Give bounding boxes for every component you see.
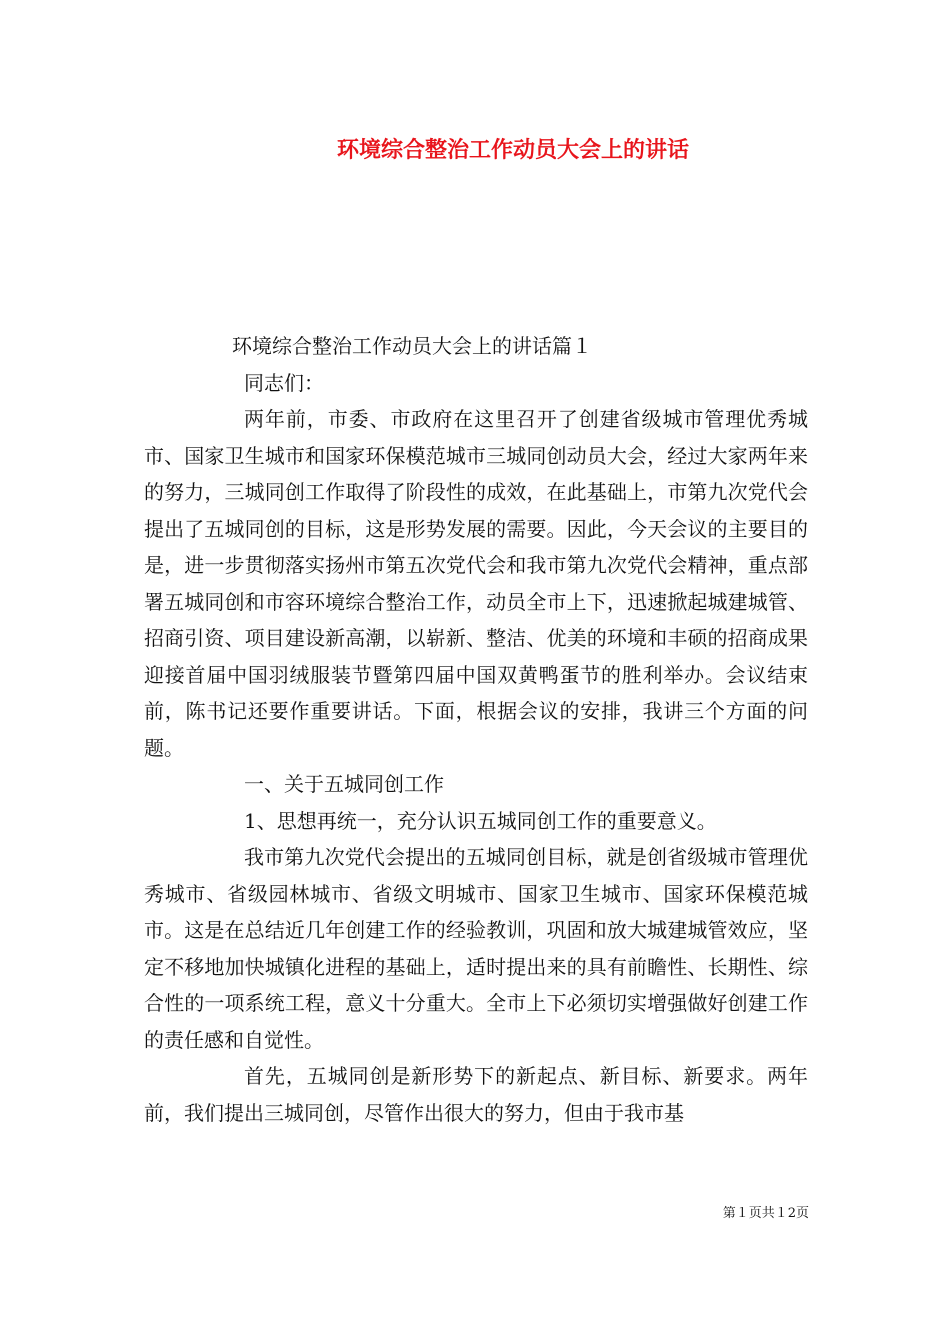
paragraph-goals: 我市第九次党代会提出的五城同创目标，就是创省级城市管理优秀城市、省级园林城市、省级文明城市、国家卫生城市、国家环保模范城市。这是在总结近几年创建工作的经验教训，巩固和放大城建城管效应，坚定不移地加快城镇化进程的基础上，适时提出来的具有前瞻性、长期性、综合性的一项系统工程，意义十分重大。全市上下必须切实增强做好创建工作的责任感和自觉性。 (144, 845, 808, 1052)
document-title: 环境综合整治工作动员大会上的讲话 (336, 137, 689, 163)
section-heading: 一、关于五城同创工作 (244, 772, 444, 796)
paragraph-first: 首先，五城同创是新形势下的新起点、新目标、新要求。两年前，我们提出三城同创，尽管作出很大的努力，但由于我市基 (144, 1064, 808, 1125)
page-number-footer: 第１页共１2页 (722, 1206, 809, 1221)
paragraph-intro: 两年前，市委、市政府在这里召开了创建省级城市管理优秀城市、国家卫生城市和国家环保模范城市三城同创动员大会，经过大家两年来的努力，三城同创工作取得了阶段性的成效，在此基础上，市第九次党代会提出了五城同创的目标，这是形势发展的需要。因此，今天会议的主要目的是，进一步贯彻落实扬州市第五次党代会和我市第九次党代会精神，重点部署五城同创和市容环境综合整治工作，动员全市上下，迅速掀起城建城管、招商引资、项目建设新高潮，以崭新、整洁、优美的环境和丰硕的招商成果迎接首届中国羽绒服装节暨第四届中国双黄鸭蛋节的胜利举办。会议结束前，陈书记还要作重要讲话。下面，根据会议的安排，我讲三个方面的问题。 (144, 407, 808, 760)
subsection-heading: 1、思想再统一，充分认识五城同创工作的重要意义。 (244, 808, 717, 833)
subtitle-line: 环境综合整治工作动员大会上的讲话篇１ (232, 334, 592, 358)
document-body (144, 328, 808, 1131)
salutation: 同志们： (244, 370, 324, 395)
